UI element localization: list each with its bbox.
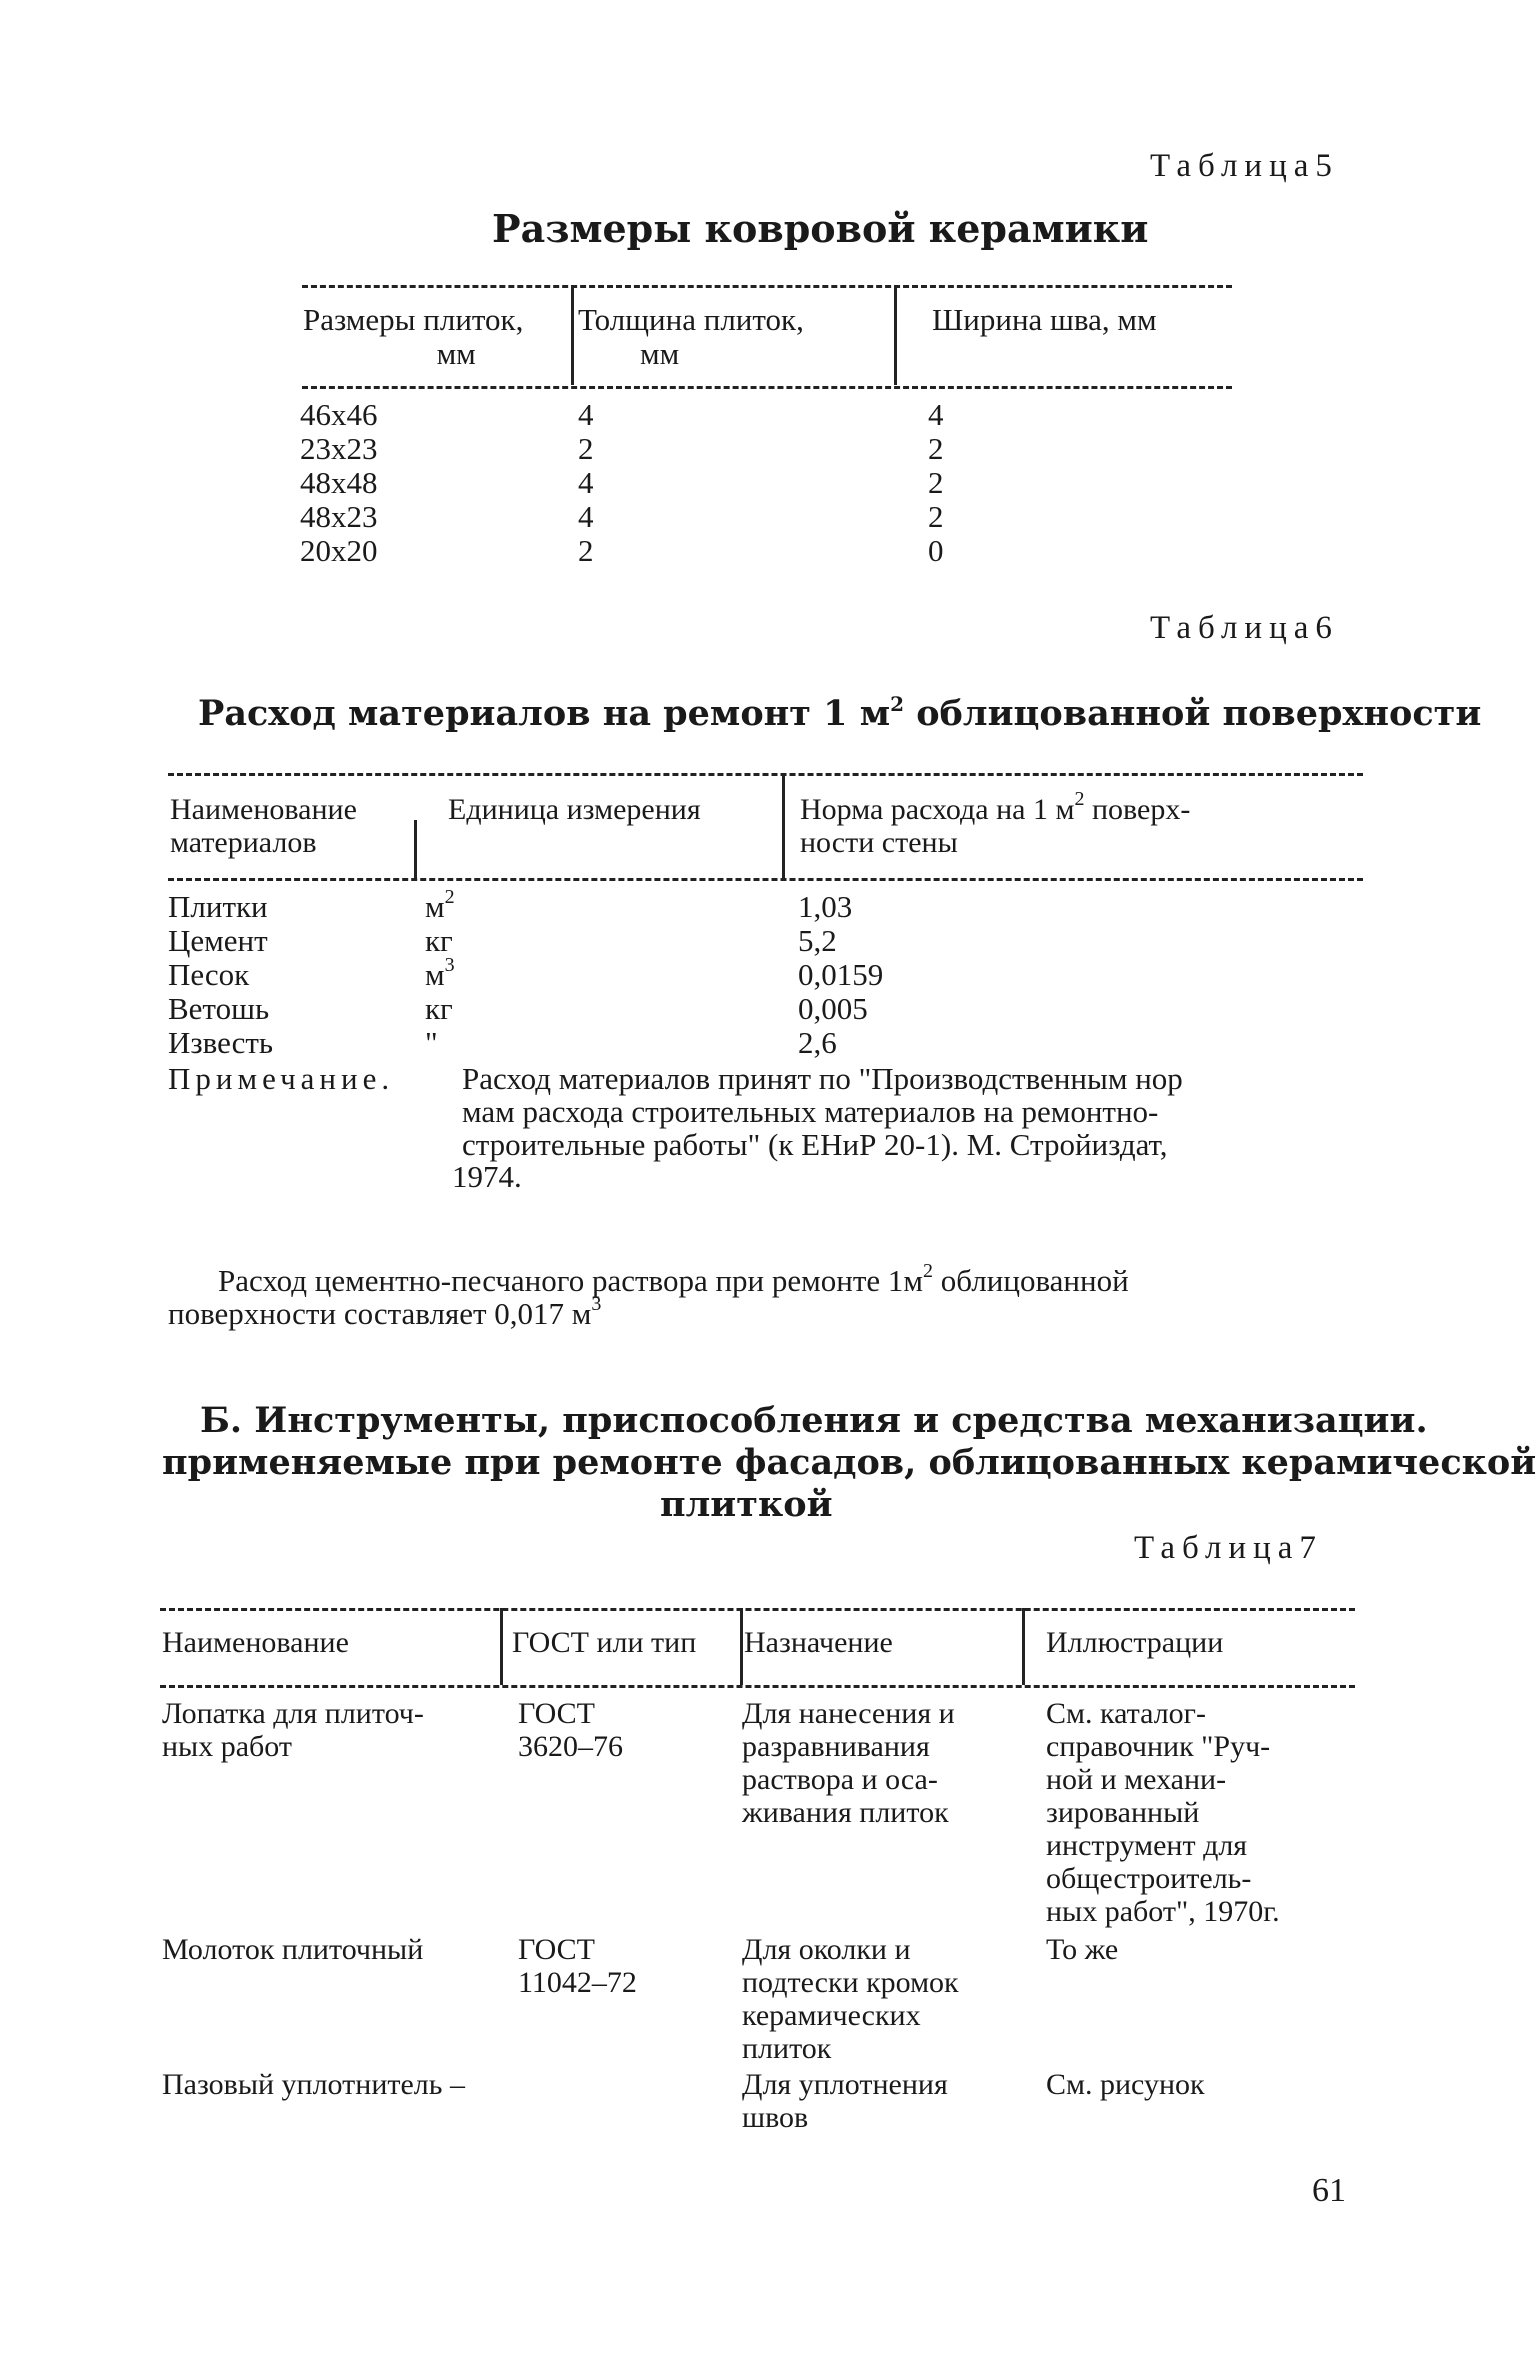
table6-header-norm: Норма расхода на 1 $м^2$ поверх- ности стены [800, 788, 1191, 859]
table5-label: Таблица5 [1150, 148, 1339, 184]
table-cell: 48x23 [300, 499, 378, 534]
table7-header-rule [160, 1685, 1355, 1688]
table-cell: 4 [578, 499, 594, 534]
section-b-title-line-3: плиткой [660, 1484, 833, 1525]
table-cell: Для околки и подтески кромок керамических плиток [742, 1933, 959, 2065]
table-cell: Цемент [168, 923, 268, 958]
table5-header-thickness: Толщина плиток, мм [578, 302, 804, 371]
table5-col-divider-1 [571, 285, 574, 385]
table-cell: См. каталог- справочник "Руч- ной и механи- зированный инструмент для общестроитель- ных работ", 1970г. [1046, 1697, 1280, 1928]
table6-col-divider-1 [414, 820, 417, 878]
table-cell: Для нанесения и разравнивания раствора и оса- живания плиток [742, 1697, 955, 1829]
table5-col-divider-2 [894, 285, 897, 385]
table-cell: 0 [928, 533, 944, 568]
table7-top-rule [160, 1608, 1355, 1611]
table-cell: 20x20 [300, 533, 378, 568]
table7-col-divider-3 [1022, 1608, 1025, 1685]
table6-note-line-4: 1974. [452, 1159, 522, 1194]
table-cell: 48x48 [300, 465, 378, 500]
table7-header-purpose: Назначение [744, 1626, 893, 1659]
table-cell: 4 [578, 397, 594, 432]
table-cell: 46x46 [300, 397, 378, 432]
table-cell: $м^2$ [425, 886, 455, 924]
table5-col-thickness [578, 398, 594, 568]
table-cell: Известь [168, 1025, 274, 1060]
table-cell: 4 [928, 397, 944, 432]
table6-title: Расход материалов на ремонт 1 $м^2$ облицованной поверхности [198, 692, 1482, 734]
table-cell: См. рисунок [1046, 2068, 1205, 2101]
table-cell: ГОСТ 3620–76 [518, 1697, 623, 1763]
table6-col-name [168, 890, 273, 1060]
table-cell: кг [425, 991, 453, 1026]
table6-note-line-3: строительные работы" (к ЕНиР 20-1). М. Стройиздат, [462, 1127, 1168, 1162]
table-cell: 2,6 [798, 1025, 837, 1060]
table-cell: 4 [578, 465, 594, 500]
table6-header-name: Наименование материалов [170, 793, 357, 859]
table-cell: Для уплотнения швов [742, 2068, 948, 2134]
table-cell: Плитки [168, 889, 268, 924]
table-cell: ГОСТ 11042–72 [518, 1933, 637, 1999]
table6-label: Таблица6 [1150, 610, 1339, 646]
table5-header-size: Размеры плиток, мм [303, 302, 524, 371]
page-number: 61 [1312, 2172, 1346, 2209]
table6-note-label: Примечание. [168, 1061, 395, 1096]
table6-top-rule [168, 773, 1363, 776]
table-cell: 2 [578, 533, 594, 568]
table-cell: 23x23 [300, 431, 378, 466]
table5-col-size [300, 398, 378, 568]
table-cell: Ветошь [168, 991, 270, 1026]
mortar-paragraph-line-2: поверхности составляет 0,017 $м^3$ [168, 1293, 602, 1331]
section-b-title-line-1: Б. Инструменты, приспособления и средства механизации. [200, 1400, 1428, 1441]
table5-col-joint [928, 398, 944, 568]
table-cell: 2 [928, 465, 944, 500]
table-row: Лопатка для плиточ- ных работ [162, 1697, 424, 1763]
table5-top-rule [302, 285, 1232, 288]
table5-header-rule [302, 386, 1232, 389]
table-row: Молоток плиточный [162, 1933, 424, 1966]
table-cell: 2 [578, 431, 594, 466]
table7-header-illustr: Иллюстрации [1046, 1626, 1224, 1659]
table6-note-line-1: Расход материалов принят по "Производственным нор [462, 1061, 1183, 1096]
mortar-paragraph-line-1: Расход цементно-песчаного раствора при ремонте $1м^2$ облицованной [218, 1260, 1129, 1298]
table6-col-value [798, 890, 883, 1060]
table-cell: 2 [928, 431, 944, 466]
table7-header-name: Наименование [162, 1626, 349, 1659]
table-cell: 5,2 [798, 923, 837, 958]
section-b-title-line-2: применяемые при ремонте фасадов, облицованных керамической [162, 1442, 1536, 1483]
table-cell: 1,03 [798, 889, 853, 924]
table7-col-divider-1 [500, 1608, 503, 1685]
table-cell: То же [1046, 1933, 1119, 1966]
table7-label: Таблица7 [1134, 1530, 1323, 1566]
table-cell: Песок [168, 957, 250, 992]
table-row: Пазовый уплотнитель – [162, 2068, 465, 2101]
table6-col-unit [425, 886, 455, 1060]
table-cell: 2 [928, 499, 944, 534]
table7-col-divider-2 [740, 1608, 743, 1685]
table6-col-divider-2 [782, 773, 785, 878]
table-cell: $м^3$ [425, 954, 455, 992]
table6-header-rule [168, 878, 1363, 881]
table6-header-unit: Единица измерения [448, 793, 701, 826]
table-cell: " [425, 1025, 438, 1060]
table-cell: кг [425, 923, 453, 958]
table5-title: Размеры ковровой керамики [492, 206, 1149, 251]
table-cell: 0,0159 [798, 957, 884, 992]
table5-header-joint: Ширина шва, мм [932, 302, 1157, 337]
table7-header-gost: ГОСТ или тип [512, 1626, 697, 1659]
table-cell: 0,005 [798, 991, 868, 1026]
table6-note-line-2: мам расхода строительных материалов на ремонтно- [462, 1094, 1159, 1129]
